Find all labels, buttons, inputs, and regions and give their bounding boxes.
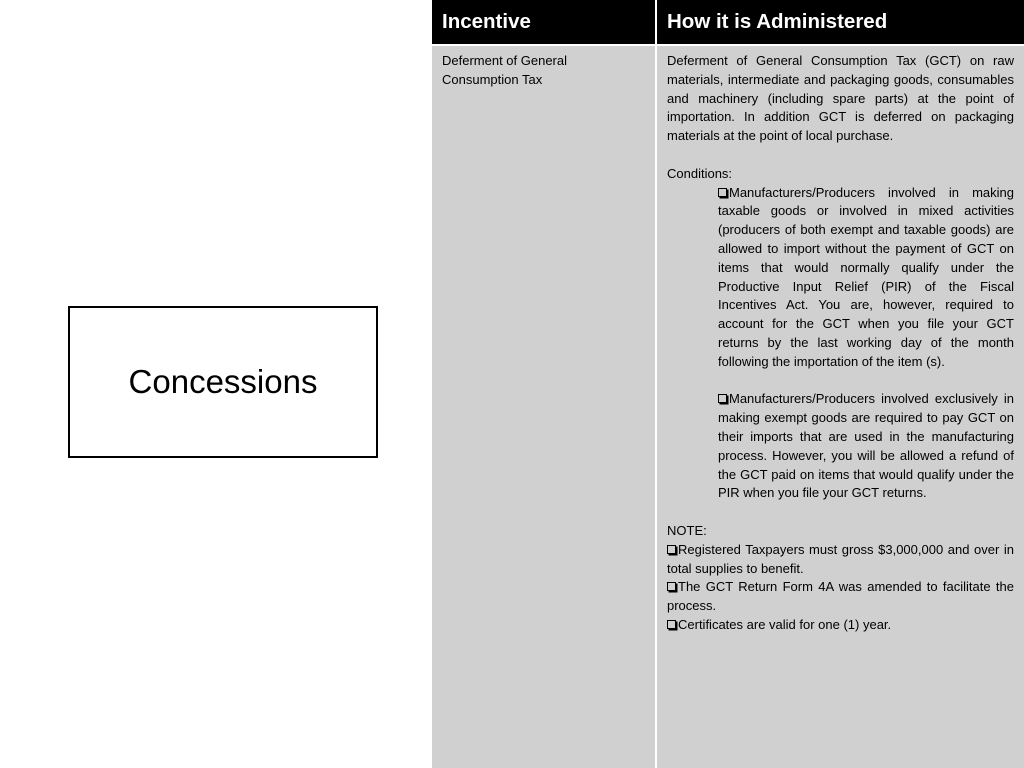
incentive-name: Deferment of General Consumption Tax [442,53,568,87]
condition-item: Manufacturers/Producers involved in making taxable goods or involved in mixed activities (producers of both exempt and taxable goods) are allowed to import without the payment of GCT on items that would normally qualify under the Productive Input Relief (PIR) of the Fiscal Incentives Act. You are, however, required to account for the GCT when you file your GCT returns by the last working day of the month following the importation of the item (s). [718,184,1014,369]
cell-incentive [432,46,655,768]
header-administration: How it is Administered [657,0,1024,44]
conditions-label: Conditions: [667,165,733,181]
square-bullet-icon [718,188,727,197]
condition-item: Manufacturers/Producers involved exclusively in making exempt goods are required to pay GCT on their imports that are used in the manufacturing process. However, you will be allowed a refund of the GCT paid on items that would qualify under the PIR when you file your GCT returns. [718,391,1014,501]
square-bullet-icon [667,620,676,629]
note-item: Certificates are valid for one (1) year. [667,616,1014,635]
note-item: The GCT Return Form 4A was amended to facilitate the process. [667,579,1014,614]
incentive-table [432,0,1024,768]
note-label: NOTE: [667,522,707,538]
intro-paragraph: Deferment of General Consumption Tax (GCT) on raw materials, intermediate and packaging goods, consumables and machinery (including spare parts) at the point of importation. In addition GCT is deferred on packaging materials at the point of local purchase. [667,53,1014,144]
concessions-box [68,306,378,458]
header-incentive: Incentive [432,0,655,44]
square-bullet-icon [667,545,676,554]
concessions-title: Concessions [128,363,318,400]
square-bullet-icon [667,582,676,591]
cell-administration [657,46,1024,768]
square-bullet-icon [718,394,727,403]
note-item: Registered Taxpayers must gross $3,000,000 and over in total supplies to benefit. [667,541,1014,576]
